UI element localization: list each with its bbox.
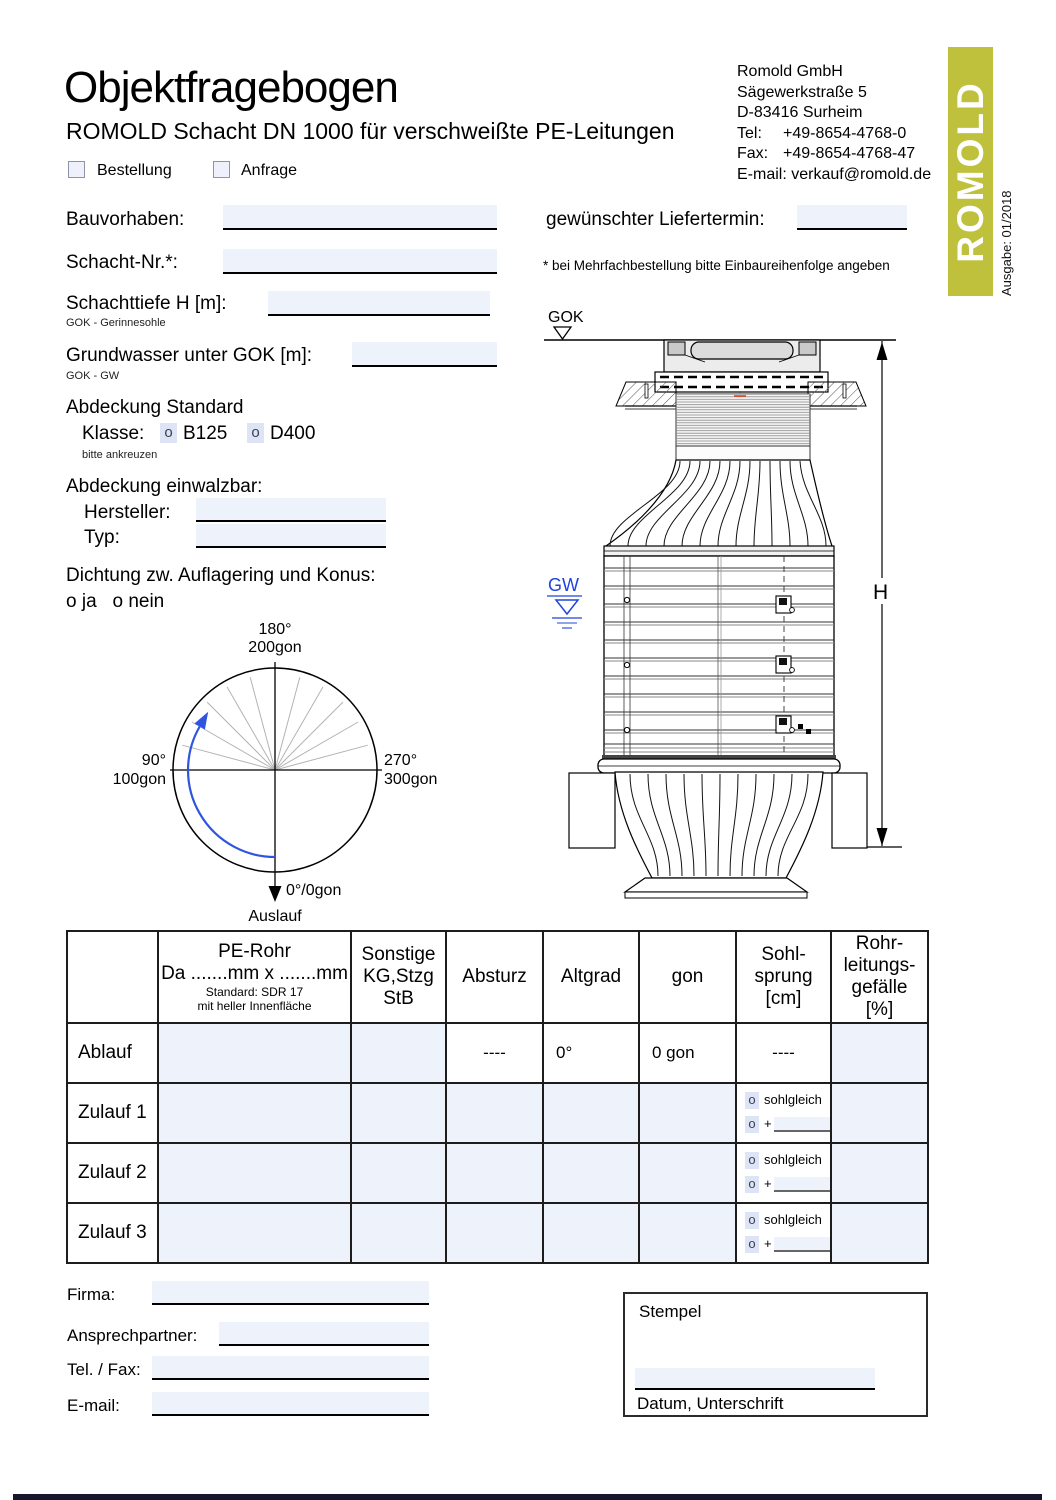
pipe-table bbox=[66, 930, 929, 1264]
anfrage-label: Anfrage bbox=[241, 162, 298, 179]
header-sohlsprung: Sohl- sprung [cm] bbox=[736, 931, 831, 1023]
zulauf3-sonstige-input[interactable] bbox=[351, 1203, 446, 1263]
ablauf-pe-rohr-input[interactable] bbox=[158, 1023, 351, 1083]
abdeckung-standard-title: Abdeckung Standard bbox=[66, 397, 244, 418]
liefertermin-label: gewünschter Liefertermin: bbox=[546, 209, 765, 230]
d400-label: D400 bbox=[270, 423, 316, 444]
b125-radio[interactable]: o bbox=[160, 423, 177, 443]
table-row-zulauf-3 bbox=[67, 1203, 928, 1263]
company-fax: Fax: +49-8654-4768-47 bbox=[737, 145, 916, 162]
header-gon: gon bbox=[639, 931, 736, 1023]
tel-fax-input[interactable] bbox=[152, 1356, 429, 1380]
zulauf2-sohlgleich-radio[interactable]: o bbox=[745, 1152, 759, 1169]
angle-90-label: 90° bbox=[141, 752, 166, 769]
zulauf1-sonstige-input[interactable] bbox=[351, 1083, 446, 1143]
typ-input[interactable] bbox=[196, 524, 386, 548]
zulauf1-sohlsprung-cell: o sohlgleich o + bbox=[736, 1083, 831, 1143]
zulauf1-sohlgleich-radio[interactable]: o bbox=[745, 1092, 759, 1109]
angle-diagram bbox=[100, 618, 460, 930]
gok-triangle-icon bbox=[554, 327, 571, 339]
rotation-arc bbox=[188, 727, 275, 858]
zulauf3-absturz-input[interactable] bbox=[446, 1203, 543, 1263]
zulauf1-pe-rohr-input[interactable] bbox=[158, 1083, 351, 1143]
zulauf2-gon-input[interactable] bbox=[639, 1143, 736, 1203]
auslauf-label: Auslauf bbox=[248, 908, 302, 925]
zulauf2-sonstige-input[interactable] bbox=[351, 1143, 446, 1203]
ablauf-sohlsprung-value: ---- bbox=[736, 1023, 831, 1083]
zulauf2-sohlsprung-input[interactable] bbox=[774, 1177, 830, 1192]
row-label-zulauf-3: Zulauf 3 bbox=[67, 1203, 158, 1263]
stempel-box bbox=[623, 1292, 928, 1417]
header-gefaelle: Rohr- leitungs- gefälle [%] bbox=[831, 931, 928, 1023]
zulauf2-pe-rohr-input[interactable] bbox=[158, 1143, 351, 1203]
ablauf-altgrad-value: 0° bbox=[543, 1023, 639, 1083]
zulauf1-plus-radio[interactable]: o bbox=[745, 1116, 759, 1133]
firma-label: Firma: bbox=[67, 1285, 116, 1304]
firma-input[interactable] bbox=[152, 1281, 429, 1305]
schacht-nr-label: Schacht-Nr.*: bbox=[66, 252, 178, 273]
row-label-zulauf-1: Zulauf 1 bbox=[67, 1083, 158, 1143]
shaft-drawing bbox=[540, 300, 910, 908]
ablauf-absturz-value: ---- bbox=[446, 1023, 543, 1083]
page-title: Objektfragebogen bbox=[64, 63, 398, 112]
company-name: Romold GmbH bbox=[737, 63, 843, 80]
grundwasser-input[interactable] bbox=[352, 342, 497, 367]
bauvorhaben-label: Bauvorhaben: bbox=[66, 209, 185, 230]
zulauf3-pe-rohr-input[interactable] bbox=[158, 1203, 351, 1263]
zulauf1-sohlsprung-input[interactable] bbox=[774, 1117, 830, 1132]
romold-logo-text: ROMOLD bbox=[950, 80, 991, 263]
schacht-nr-input[interactable] bbox=[223, 249, 497, 274]
h-dimension bbox=[866, 341, 902, 847]
angle-0-label: 0°/0gon bbox=[286, 882, 342, 899]
zulauf2-sohlsprung-cell: o sohlgleich o + bbox=[736, 1143, 831, 1203]
zulauf1-gefaelle-input[interactable] bbox=[831, 1083, 928, 1143]
h-label: H bbox=[873, 581, 889, 604]
shaft-cylinder bbox=[604, 556, 834, 758]
mehrfach-note: * bei Mehrfachbestellung bitte Einbaureihenfolge angeben bbox=[543, 258, 890, 273]
shaft-cone bbox=[604, 460, 834, 556]
zulauf2-gefaelle-input[interactable] bbox=[831, 1143, 928, 1203]
d400-radio[interactable]: o bbox=[247, 423, 264, 443]
table-row-ablauf bbox=[67, 1023, 928, 1083]
zulauf3-gon-input[interactable] bbox=[639, 1203, 736, 1263]
zulauf2-absturz-input[interactable] bbox=[446, 1143, 543, 1203]
header-absturz: Absturz bbox=[446, 931, 543, 1023]
stempel-label: Stempel bbox=[639, 1302, 702, 1321]
zulauf1-gon-input[interactable] bbox=[639, 1083, 736, 1143]
gw-label: GW bbox=[548, 575, 579, 595]
auslauf-arrow bbox=[269, 886, 282, 902]
zulauf2-altgrad-input[interactable] bbox=[543, 1143, 639, 1203]
zulauf3-sohlsprung-input[interactable] bbox=[774, 1237, 830, 1252]
b125-label: B125 bbox=[183, 423, 228, 444]
ansprechpartner-input[interactable] bbox=[219, 1322, 429, 1346]
grundwasser-note: GOK - GW bbox=[66, 370, 120, 382]
hersteller-input[interactable] bbox=[196, 498, 386, 522]
email-input[interactable] bbox=[152, 1392, 429, 1416]
shaft-base bbox=[569, 755, 867, 898]
zulauf3-plus-radio[interactable]: o bbox=[745, 1236, 759, 1253]
page-subtitle: ROMOLD Schacht DN 1000 für verschweißte PE-Leitungen bbox=[66, 118, 675, 144]
header-sonstige: Sonstige KG,Stzg StB bbox=[351, 931, 446, 1023]
klasse-label: Klasse: bbox=[82, 423, 145, 444]
grundwasser-label: Grundwasser unter GOK [m]: bbox=[66, 345, 313, 366]
liefertermin-input[interactable] bbox=[797, 205, 907, 230]
dichtung-title: Dichtung zw. Auflagering und Konus: bbox=[66, 565, 376, 586]
zulauf3-altgrad-input[interactable] bbox=[543, 1203, 639, 1263]
pipe-stub-left bbox=[569, 773, 615, 848]
hersteller-label: Hersteller: bbox=[84, 502, 171, 523]
gok-label: GOK bbox=[548, 309, 584, 326]
angle-100gon-label: 100gon bbox=[112, 771, 166, 788]
schachttiefe-note: GOK - Gerinnesohle bbox=[66, 317, 166, 329]
zulauf2-plus-radio[interactable]: o bbox=[745, 1176, 759, 1193]
table-row-zulauf-1 bbox=[67, 1083, 928, 1143]
ankreuzen-note: bitte ankreuzen bbox=[82, 449, 158, 461]
footer-bar bbox=[13, 1494, 1042, 1500]
edition-label: Ausgabe: 01/2018 bbox=[999, 190, 1014, 296]
signature-input[interactable] bbox=[635, 1368, 875, 1390]
table-row-zulauf-2 bbox=[67, 1143, 928, 1203]
company-tel: Tel: +49-8654-4768-0 bbox=[737, 124, 907, 142]
ablauf-gon-value: 0 gon bbox=[639, 1023, 736, 1083]
abdeckung-einwalzbar-title: Abdeckung einwalzbar: bbox=[66, 476, 263, 497]
company-street: Sägewerkstraße 5 bbox=[737, 83, 867, 101]
corrugated-neck bbox=[676, 394, 810, 460]
angle-200gon-label: 200gon bbox=[248, 639, 302, 656]
row-label-ablauf: Ablauf bbox=[67, 1023, 158, 1083]
header-altgrad: Altgrad bbox=[543, 931, 639, 1023]
ansprechpartner-label: Ansprechpartner: bbox=[67, 1326, 198, 1345]
zulauf1-absturz-input[interactable] bbox=[446, 1083, 543, 1143]
pipe-stub-right bbox=[832, 773, 867, 848]
anfrage-checkbox[interactable] bbox=[213, 161, 230, 178]
angle-180-label: 180° bbox=[258, 621, 292, 638]
company-address bbox=[737, 62, 931, 185]
header-pe-rohr: PE-Rohr Da .......mm x .......mm Standard: SDR 17 mit heller Innenfläche bbox=[158, 931, 351, 1023]
dichtung-options[interactable]: o ja o nein bbox=[66, 591, 165, 612]
rotation-arc-arrowhead bbox=[195, 712, 209, 730]
schachttiefe-input[interactable] bbox=[268, 291, 490, 316]
ablauf-gefaelle-input[interactable] bbox=[831, 1023, 928, 1083]
company-city: D-83416 Surheim bbox=[737, 104, 863, 121]
tel-fax-label: Tel. / Fax: bbox=[67, 1360, 141, 1379]
email-label: E-mail: bbox=[67, 1396, 120, 1415]
bestellung-label: Bestellung bbox=[97, 162, 172, 179]
zulauf3-gefaelle-input[interactable] bbox=[831, 1203, 928, 1263]
schachttiefe-label: Schachttiefe H [m]: bbox=[66, 293, 227, 314]
datum-unterschrift-label: Datum, Unterschrift bbox=[637, 1394, 784, 1413]
zulauf1-altgrad-input[interactable] bbox=[543, 1083, 639, 1143]
zulauf3-sohlsprung-cell: o sohlgleich o + bbox=[736, 1203, 831, 1263]
gw-marker bbox=[547, 575, 582, 628]
zulauf3-sohlgleich-radio[interactable]: o bbox=[745, 1212, 759, 1229]
angle-300gon-label: 300gon bbox=[384, 771, 438, 788]
ablauf-sonstige-input[interactable] bbox=[351, 1023, 446, 1083]
company-email: E-mail: verkauf@romold.de bbox=[737, 165, 932, 183]
header-empty bbox=[67, 931, 158, 1023]
typ-label: Typ: bbox=[84, 527, 120, 548]
row-label-zulauf-2: Zulauf 2 bbox=[67, 1143, 158, 1203]
bauvorhaben-input[interactable] bbox=[223, 205, 497, 230]
angle-270-label: 270° bbox=[384, 752, 418, 769]
bestellung-checkbox[interactable] bbox=[68, 161, 85, 178]
